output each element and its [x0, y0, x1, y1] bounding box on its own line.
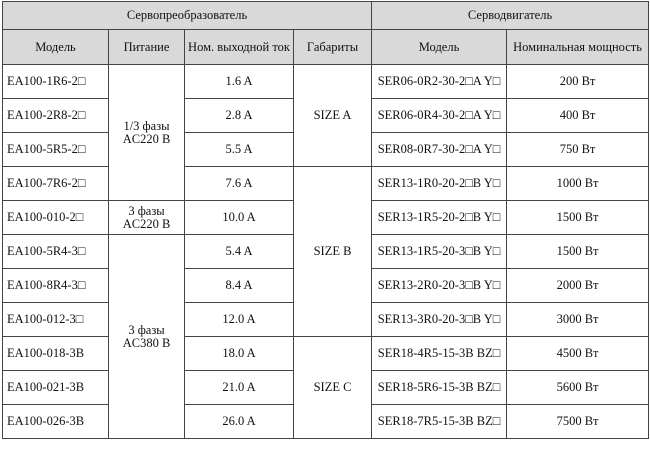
motor-power-cell: 200 Вт — [507, 65, 649, 99]
motor-model-cell: SER13-2R0-20-3□B Y□ — [372, 269, 507, 303]
power-supply-cell: 1/3 фазы AC220 В — [109, 65, 185, 201]
motor-power-cell: 400 Вт — [507, 99, 649, 133]
col-header-model: Модель — [3, 30, 109, 65]
size-cell: SIZE B — [294, 167, 372, 337]
drive-model-cell: EA100-012-3□ — [3, 303, 109, 337]
rated-current-cell: 18.0 A — [185, 337, 294, 371]
col-header-rated-current: Ном. выходной ток — [185, 30, 294, 65]
rated-current-cell: 5.4 A — [185, 235, 294, 269]
motor-power-cell: 1500 Вт — [507, 201, 649, 235]
rated-current-cell: 2.8 A — [185, 99, 294, 133]
servo-drive-group-header: Сервопреобразователь — [3, 2, 372, 30]
servo-motor-group-header: Серводвигатель — [372, 2, 649, 30]
motor-model-cell: SER18-7R5-15-3B BZ□ — [372, 405, 507, 439]
drive-model-cell: EA100-026-3B — [3, 405, 109, 439]
rated-current-cell: 10.0 A — [185, 201, 294, 235]
header-column-row — [3, 30, 649, 65]
motor-model-cell: SER13-1R0-20-2□B Y□ — [372, 167, 507, 201]
drive-model-cell: EA100-2R8-2□ — [3, 99, 109, 133]
motor-power-cell: 750 Вт — [507, 133, 649, 167]
table-row — [3, 337, 649, 371]
drive-model-cell: EA100-010-2□ — [3, 201, 109, 235]
rated-current-cell: 1.6 A — [185, 65, 294, 99]
motor-power-cell: 1500 Вт — [507, 235, 649, 269]
motor-model-cell: SER13-3R0-20-3□B Y□ — [372, 303, 507, 337]
motor-power-cell: 5600 Вт — [507, 371, 649, 405]
power-supply-cell: 3 фазы AC220 В — [109, 201, 185, 235]
motor-power-cell: 1000 Вт — [507, 167, 649, 201]
table-row — [3, 167, 649, 201]
table-row — [3, 65, 649, 99]
motor-power-cell: 2000 Вт — [507, 269, 649, 303]
motor-model-cell: SER06-0R4-30-2□A Y□ — [372, 99, 507, 133]
size-cell: SIZE C — [294, 337, 372, 439]
power-supply-cell: 3 фазы AC380 В — [109, 235, 185, 439]
motor-model-cell: SER08-0R7-30-2□A Y□ — [372, 133, 507, 167]
rated-current-cell: 5.5 A — [185, 133, 294, 167]
drive-model-cell: EA100-021-3B — [3, 371, 109, 405]
motor-model-cell: SER06-0R2-30-2□A Y□ — [372, 65, 507, 99]
col-header-power-supply: Питание — [109, 30, 185, 65]
header-group-row — [3, 2, 649, 30]
rated-current-cell: 26.0 A — [185, 405, 294, 439]
servo-spec-table — [2, 1, 649, 439]
drive-model-cell: EA100-1R6-2□ — [3, 65, 109, 99]
rated-current-cell: 21.0 A — [185, 371, 294, 405]
rated-current-cell: 8.4 A — [185, 269, 294, 303]
motor-model-cell: SER13-1R5-20-3□B Y□ — [372, 235, 507, 269]
drive-model-cell: EA100-5R4-3□ — [3, 235, 109, 269]
col-header-motor-model: Модель — [372, 30, 507, 65]
motor-model-cell: SER18-5R6-15-3B BZ□ — [372, 371, 507, 405]
motor-power-cell: 4500 Вт — [507, 337, 649, 371]
size-cell: SIZE A — [294, 65, 372, 167]
motor-power-cell: 7500 Вт — [507, 405, 649, 439]
col-header-size: Габариты — [294, 30, 372, 65]
drive-model-cell: EA100-018-3B — [3, 337, 109, 371]
rated-current-cell: 12.0 A — [185, 303, 294, 337]
drive-model-cell: EA100-7R6-2□ — [3, 167, 109, 201]
rated-current-cell: 7.6 A — [185, 167, 294, 201]
motor-model-cell: SER18-4R5-15-3B BZ□ — [372, 337, 507, 371]
drive-model-cell: EA100-8R4-3□ — [3, 269, 109, 303]
drive-model-cell: EA100-5R5-2□ — [3, 133, 109, 167]
motor-model-cell: SER13-1R5-20-2□B Y□ — [372, 201, 507, 235]
col-header-motor-power: Номинальная мощность — [507, 30, 649, 65]
motor-power-cell: 3000 Вт — [507, 303, 649, 337]
